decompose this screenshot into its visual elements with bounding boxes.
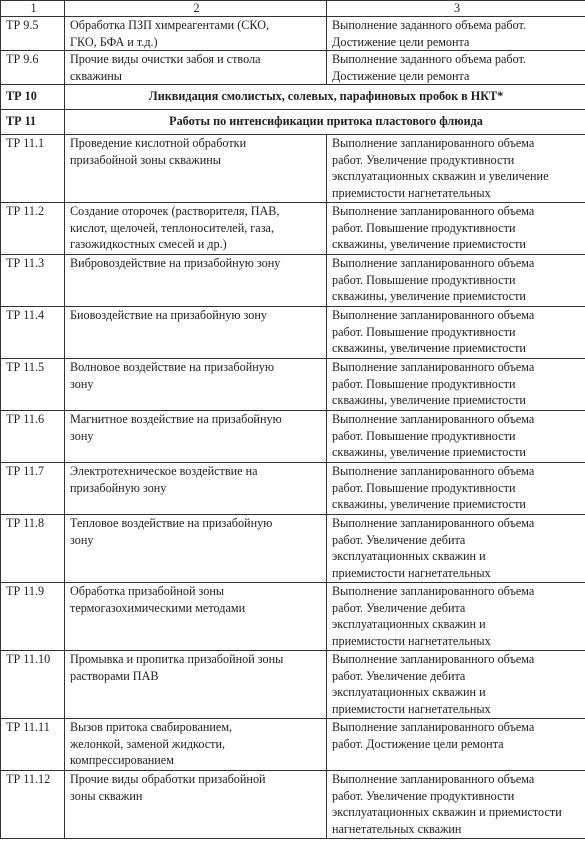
work-result-line: приемистости нагнетательных: [332, 633, 491, 648]
work-result-line: приемистости нагнетательных: [332, 185, 491, 200]
work-description-line: кислот, щелочей, теплоносителей, газа,: [70, 220, 274, 235]
section-code: ТР 11: [1, 110, 65, 135]
table-row: [1, 719, 585, 771]
work-description-line: Создание оторочек (растворителя, ПАВ,: [70, 204, 280, 218]
work-description-line: термогазохимическими методами: [70, 600, 246, 615]
work-result-line: работ. Повышение продуктивности: [332, 480, 516, 495]
work-description-line: Прочие виды очистки забоя и ствола: [70, 52, 261, 66]
work-result-line: эксплуатационных скважин и: [332, 617, 486, 631]
section-row: [1, 85, 585, 110]
work-result-line: нагнетательных скважин: [332, 821, 462, 836]
work-description-line: Промывка и пропитка призабойной зоны: [70, 652, 284, 666]
work-description: [65, 771, 327, 839]
work-result: [327, 17, 585, 51]
work-code: ТР 9.6: [1, 51, 65, 85]
table-row: [1, 583, 585, 651]
work-description-line: компрессированием: [70, 753, 174, 767]
work-result-line: Выполнение запланированного объема: [332, 412, 535, 426]
work-result-line: скважины, увеличение приемистости: [332, 341, 526, 355]
work-description-line: Обработка призабойной зоны: [70, 584, 225, 598]
work-result-line: эксплуатационных скважин и приемистости: [332, 805, 562, 819]
work-code: ТР 11.2: [1, 203, 65, 255]
table-row: [1, 771, 585, 839]
work-result-line: скважины, увеличение приемистости: [332, 237, 526, 251]
work-result-line: скважины, увеличение приемистости: [332, 393, 526, 407]
work-description-line: Вибровоздействие на призабойную зону: [70, 256, 281, 270]
work-description: [65, 17, 327, 51]
work-result-line: работ. Повышение продуктивности: [332, 324, 516, 339]
work-code: ТР 11.7: [1, 463, 65, 515]
work-result-line: Выполнение запланированного объема: [332, 720, 535, 734]
work-description-line: Электротехническое воздействие на: [70, 464, 258, 478]
work-result: [327, 463, 585, 515]
work-result-line: эксплуатационных скважин и увеличение: [332, 169, 549, 183]
work-result-line: работ. Повышение продуктивности: [332, 428, 516, 443]
work-result: [327, 411, 585, 463]
work-result-line: работ. Увеличение продуктивности: [332, 788, 515, 803]
work-description-line: Вызов притока свабированием,: [70, 720, 233, 734]
work-result-line: работ. Увеличение дебита: [332, 668, 466, 683]
work-result-line: работ. Увеличение дебита: [332, 600, 466, 615]
work-code: ТР 11.8: [1, 515, 65, 583]
work-description: [65, 463, 327, 515]
work-result-line: Выполнение запланированного объема: [332, 256, 535, 270]
work-code: ТР 9.5: [1, 17, 65, 51]
work-description: [65, 411, 327, 463]
table-body: [1, 1, 585, 839]
work-description: [65, 51, 327, 85]
section-code: ТР 10: [1, 85, 65, 110]
work-description-line: зону: [70, 376, 94, 391]
work-description-line: зоны скважин: [70, 788, 143, 803]
work-result-line: работ. Повышение продуктивности: [332, 272, 516, 287]
work-result: [327, 51, 585, 85]
work-result-line: работ. Повышение продуктивности: [332, 220, 516, 235]
work-description-line: Тепловое воздействие на призабойную: [70, 516, 273, 530]
work-description-line: зону: [70, 428, 94, 443]
work-result: [327, 255, 585, 307]
work-description: [65, 203, 327, 255]
work-result: [327, 771, 585, 839]
work-result-line: Выполнение запланированного объема: [332, 652, 535, 666]
work-result-line: работ. Достижение цели ремонта: [332, 736, 504, 751]
work-description-line: Проведение кислотной обработки: [70, 136, 247, 150]
work-result: [327, 719, 585, 771]
table-row: [1, 411, 585, 463]
work-description: [65, 719, 327, 771]
work-result-line: приемистости нагнетательных: [332, 565, 491, 580]
work-code: ТР 11.3: [1, 255, 65, 307]
work-description-line: желонкой, заменой жидкости,: [70, 736, 226, 751]
work-description: [65, 515, 327, 583]
work-description: [65, 307, 327, 359]
work-code: ТР 11.1: [1, 135, 65, 203]
work-result-line: Выполнение запланированного объема: [332, 360, 535, 374]
work-description: [65, 651, 327, 719]
work-code: ТР 11.11: [1, 719, 65, 771]
work-description-line: призабойную зону: [70, 480, 167, 495]
work-result: [327, 651, 585, 719]
section-title: Работы по интенсификации притока пластового флюида: [65, 110, 585, 135]
work-code: ТР 11.4: [1, 307, 65, 359]
work-result-line: Выполнение запланированного объема: [332, 136, 535, 150]
column-number-3: 3: [327, 1, 585, 17]
work-result: [327, 515, 585, 583]
work-description-line: Обработка ПЗП химреагентами (СКО,: [70, 18, 270, 32]
work-result: [327, 583, 585, 651]
work-code: ТР 11.10: [1, 651, 65, 719]
work-description: [65, 255, 327, 307]
column-number-1: 1: [1, 1, 65, 17]
section-row: [1, 110, 585, 135]
table-row: [1, 307, 585, 359]
section-title: Ликвидация смолистых, солевых, парафиновых пробок в НКТ*: [65, 85, 585, 110]
work-result-line: скважины, увеличение приемистости: [332, 497, 526, 511]
work-result: [327, 307, 585, 359]
work-result-line: работ. Увеличение продуктивности: [332, 152, 515, 167]
work-description: [65, 135, 327, 203]
work-result-line: Выполнение запланированного объема: [332, 308, 535, 322]
work-description-line: Магнитное воздействие на призабойную: [70, 412, 282, 426]
work-result-line: Выполнение запланированного объема: [332, 516, 535, 530]
work-result-line: Выполнение запланированного объема: [332, 584, 535, 598]
work-description-line: Волновое воздействие на призабойную: [70, 360, 274, 374]
work-code: ТР 11.9: [1, 583, 65, 651]
work-result-line: эксплуатационных скважин и: [332, 549, 486, 563]
work-description-line: призабойной зоны скважины: [70, 152, 221, 167]
work-result-line: Выполнение запланированного объема: [332, 772, 535, 786]
table-row: [1, 651, 585, 719]
work-description-line: зону: [70, 532, 94, 547]
work-description-line: растворами ПАВ: [70, 668, 159, 683]
work-description-line: скважины: [70, 68, 122, 83]
work-result: [327, 359, 585, 411]
table-row: [1, 255, 585, 307]
work-result-line: Выполнение заданного объема работ.: [332, 52, 526, 66]
work-result-line: скважины, увеличение приемистости: [332, 289, 526, 303]
work-result: [327, 203, 585, 255]
table-row: [1, 515, 585, 583]
work-description-line: Биовоздействие на призабойную зону: [70, 308, 267, 322]
work-result-line: приемистости нагнетательных: [332, 701, 491, 716]
work-result-line: работ. Повышение продуктивности: [332, 376, 516, 391]
column-number-2: 2: [65, 1, 327, 17]
table-row: [1, 359, 585, 411]
work-result-line: Выполнение запланированного объема: [332, 464, 535, 478]
table-row: [1, 135, 585, 203]
table-row: [1, 463, 585, 515]
work-description-line: ГКО, БФА и т.д.): [70, 34, 158, 49]
column-number-row: [1, 1, 585, 17]
work-result-line: скважины, увеличение приемистости: [332, 445, 526, 459]
table-row: [1, 203, 585, 255]
work-description-line: Прочие виды обработки призабойной: [70, 772, 266, 786]
work-description-line: газожидкостных смесей и др.): [70, 237, 227, 251]
work-result-line: Выполнение запланированного объема: [332, 204, 535, 218]
table-row: [1, 51, 585, 85]
work-result-line: Достижение цели ремонта: [332, 34, 470, 49]
work-code: ТР 11.12: [1, 771, 65, 839]
work-result-line: эксплуатационных скважин и: [332, 685, 486, 699]
table-row: [1, 17, 585, 51]
work-result-line: Выполнение заданного объема работ.: [332, 18, 526, 32]
work-result-line: работ. Увеличение дебита: [332, 532, 466, 547]
work-result: [327, 135, 585, 203]
work-code: ТР 11.5: [1, 359, 65, 411]
work-description: [65, 359, 327, 411]
work-code: ТР 11.6: [1, 411, 65, 463]
work-description: [65, 583, 327, 651]
work-result-line: Достижение цели ремонта: [332, 68, 470, 83]
